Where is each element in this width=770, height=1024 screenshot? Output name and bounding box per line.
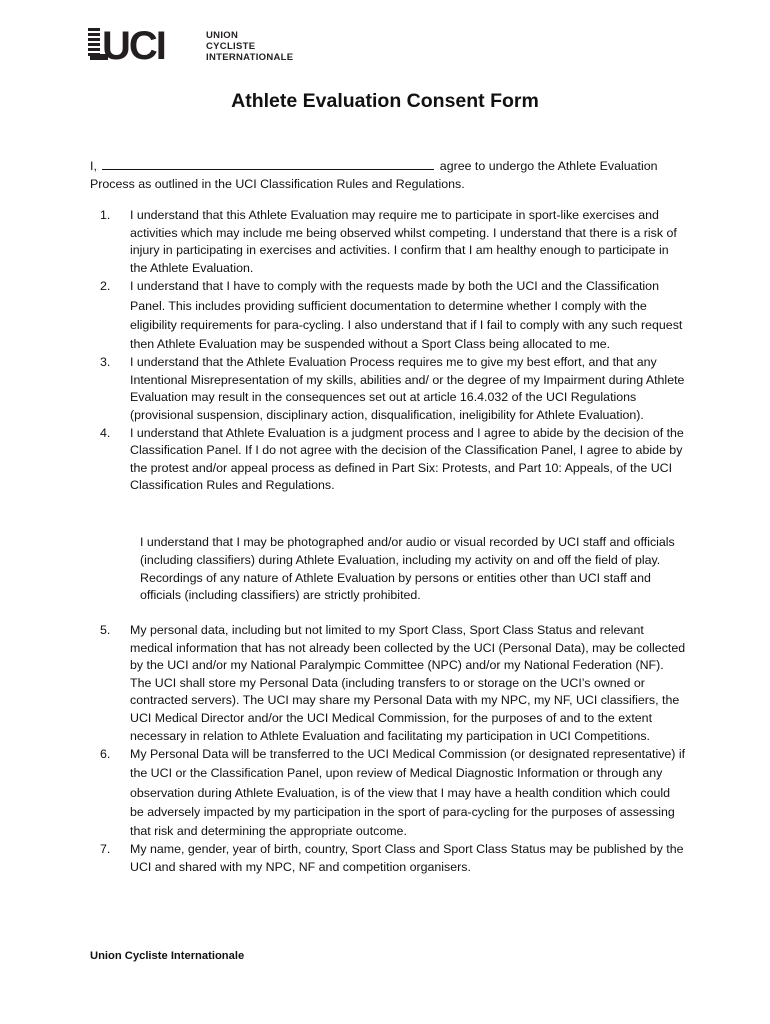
list-item-text: I understand that the Athlete Evaluation Process requires me to give my best effort, and that any Intentional Misrepresentation of my skills, abilities and/ or the degree of my Impairment during Athlete Evaluation may result in the consequences set out at article 16.4.032 of the UCI Regulations (provisional suspension, disciplinary action, disqualification, ineligibility for Athlete Evaluation). — [130, 355, 685, 422]
recording-paragraph: I understand that I may be photographed and/or audio or visual recorded by UCI staff and officials (including classifiers) during Athlete Evaluation, including my activity on and off the field of play. Recordings of any nature of Athlete Evaluation by persons or entities other than UCI staff and officials (including classifiers) are strictly prohibited. — [140, 535, 675, 603]
footer-organisation: Union Cycliste Internationale — [90, 950, 245, 962]
list-item — [90, 425, 686, 495]
list-item — [90, 277, 686, 354]
list-item-text: My name, gender, year of birth, country, Sport Class and Sport Class Status may be published by the UCI and shared with my NPC, NF and competition organisers. — [130, 842, 684, 874]
svg-text:UCI: UCI — [102, 26, 165, 62]
consent-list-part2 — [90, 622, 686, 876]
list-item — [90, 207, 686, 277]
list-item-text: I understand that this Athlete Evaluation may require me to participate in sport-like exercises and activities which may include me being observed whilst competing. I understand that there is a risk of injury in participating in exercises and activities. I confirm that I am healthy enough to participate in the Athlete Evaluation. — [130, 208, 677, 275]
name-blank-line[interactable] — [102, 157, 434, 170]
list-item — [90, 354, 686, 424]
list-item-number: 2. — [100, 279, 111, 294]
logo-line-union: UNION — [206, 30, 239, 41]
list-item — [90, 622, 686, 745]
list-item-text: My Personal Data will be transferred to the UCI Medical Commission (or designated representative) if the UCI or the Classification Panel, upon review of Medical Diagnostic Information or through any observation during Athlete Evaluation, is of the view that I may have a health condition which could be adversely impacted by my participation in the sport of para-cycling for the purposes of assessing that risk and determining the appropriate outcome. — [130, 747, 686, 838]
list-item-number: 1. — [100, 208, 111, 222]
intro-prefix: I, — [90, 159, 97, 173]
list-item-number: 7. — [100, 842, 111, 857]
list-item — [90, 841, 686, 876]
logo-line-internationale: INTERNATIONALE — [206, 52, 294, 63]
intro-line2: Process as outlined in the UCI Classification Rules and Regulations. — [90, 176, 465, 191]
list-item-number: 5. — [100, 623, 111, 637]
intro-statement — [90, 157, 686, 193]
page-title: Athlete Evaluation Consent Form — [231, 90, 539, 112]
uci-logo — [88, 26, 328, 70]
list-item — [90, 745, 686, 841]
list-item-text: My personal data, including but not limited to my Sport Class, Sport Class Status and relevant medical information that has not already been collected by the UCI (Personal Data), may be collected by the UCI and/or my National Paralympic Committee (NPC) and/or my National Federation (NF). The UCI shall store my Personal Data (including transfers to or storage on the UCI’s owned or contracted servers). The UCI may share my Personal Data with my NPC, my NF, UCI classifiers, the UCI Medical Director and/or the UCI Medical Commission, for the purposes of and to the extent necessary in relation to Athlete Evaluation and facilitating my participation in UCI Competitions. — [130, 623, 686, 743]
uci-logo-wordmark — [206, 30, 293, 63]
list-item-number: 4. — [100, 425, 111, 440]
consent-list-part1 — [90, 207, 686, 495]
list-item-number: 3. — [100, 355, 111, 370]
intro-suffix: agree to undergo the Athlete Evaluation — [439, 159, 658, 173]
list-item-text: I understand that I have to comply with the requests made by both the UCI and the Classification Panel. This includes providing sufficient documentation to determine whether I comply with the eligibility requirements for para-cycling. I also understand that if I fail to comply with any such request then Athlete Evaluation may be suspended without a Sport Class being allocated to me. — [130, 279, 683, 351]
list-item-number: 6. — [100, 747, 111, 762]
list-item-text: I understand that Athlete Evaluation is a judgment process and I agree to abide by the decision of the Classification Panel. If I do not agree with the decision of the Classification Panel, I agree to abide by the protest and/or appeal process as defined in Part Six: Protests, and Part 10: Appeals, of the UCI Classification Rules and Regulations. — [130, 425, 684, 493]
uci-logo-mark — [88, 26, 200, 62]
logo-line-cycliste: CYCLISTE — [206, 41, 256, 52]
